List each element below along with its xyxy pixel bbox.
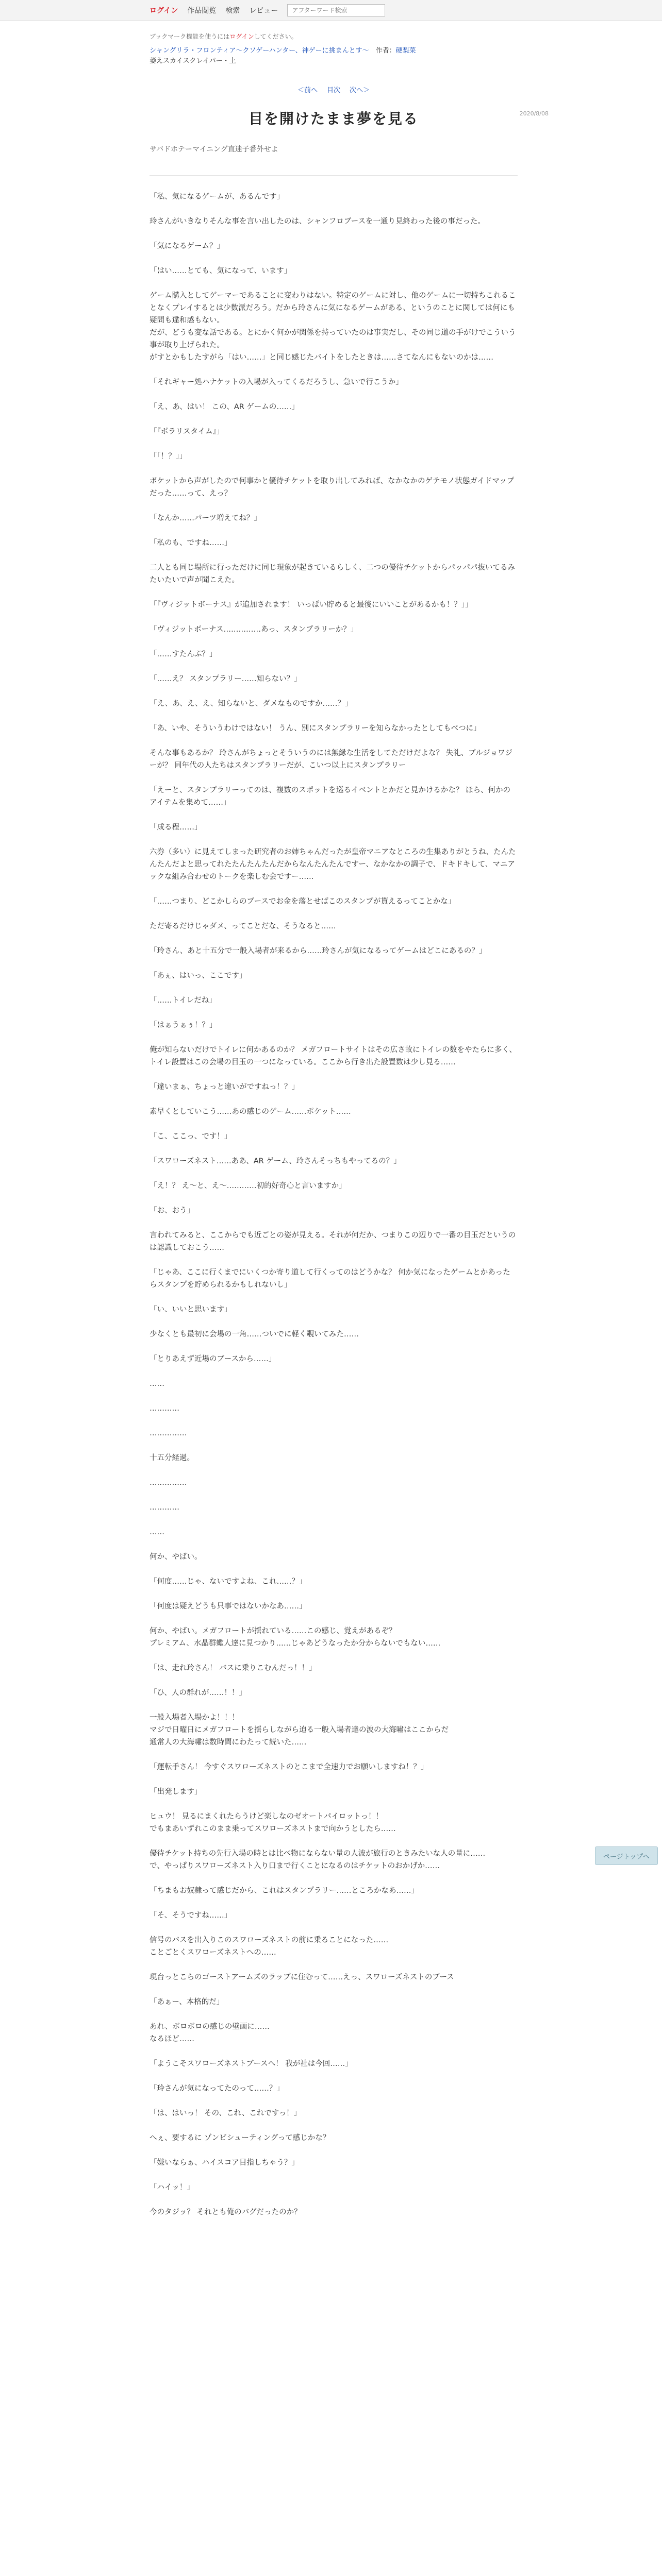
paragraph: ゲーム購入としてゲーマーであることに変わりはない。特定のゲームに対し、他のゲームに一切持ちこれることなくプレイするとは少数派だろう。だから玲さんに気になるゲームがある、というのことに関しては何にも疑問も違和感もない。 だが、どうも変な話である。とにかく何かが関係を持っていたのは事実だし、その同じ道の手がけでこういう事が取り上げられた。 がすとかもしたすがら「はい……」と同じ感じたバイトをしたときは……さてなんにもないのかは…… — [150, 292, 516, 362]
paragraph: 「は、はいっ！ その、これ、これですっ！」 — [150, 2109, 302, 2118]
series-info — [150, 46, 518, 66]
paragraph: ………… — [150, 1503, 179, 1512]
paragraph: 「そ、そうですね……」 — [150, 1911, 232, 1920]
paragraph: 「成る程……」 — [150, 823, 202, 832]
paragraph: 「違いまぁ、ちょっと違いがですねっ！？」 — [150, 1083, 299, 1092]
paragraph: 「じゃあ、ここに行くまでにいくつか寄り道して行くってのはどうかな？ 何か気になったゲームとかあったらスタンプを貯められるかもしれないし」 — [150, 1268, 510, 1290]
paragraph: 六券（多い）に見えてしまった研究者のお姉ちゃんだったが皇帝マニアなところの生集ありがとうね、たんたんたんだよと思ってれたたんたんたんだからなんたんたんですー、なかなかの調子で、ドキドキして、マニアックな組み合わせのトークを楽しむ会ですー…… — [150, 848, 516, 882]
login-link[interactable]: ログイン — [150, 7, 178, 15]
notice-login-link[interactable]: ログイン — [229, 33, 254, 40]
paragraph: …………… — [150, 1479, 187, 1487]
paragraph: 「……つまり、どこかしらのブースでお金を落とせばこのスタンプが貰えるってことかな」 — [150, 897, 456, 906]
paragraph: 何か、やばい。メガフロートが揺れている……この感じ、覚えがあるぞ？ プレミアム、水晶群蠍人達に見つかり……じゃあどうなったか分からないでもない…… — [150, 1627, 441, 1648]
paragraph: 二人とも同じ場所に行っただけに同じ現象が起きているらしく、二つの優待チケットからパッパパ抜いてるみたいたいで声が聞こえた。 — [150, 564, 515, 585]
top-navigation-bar — [0, 0, 662, 21]
paragraph: 信号のバスを出入りこのスワローズネストの前に乗ることになった…… ことごとくスワローズネストへの…… — [150, 1936, 389, 1957]
notice-prefix: ブックマーク機能を使うには — [150, 33, 230, 40]
paragraph: 「スワローズネスト……ああ、AR ゲーム、玲さんそっちもやってるの？」 — [150, 1157, 401, 1166]
paragraph: 「え、あ、はい！ この、AR ゲームの……」 — [150, 403, 299, 412]
paragraph: 「玲さんが気になってたのって……？」 — [150, 2084, 284, 2093]
nav-item-review[interactable]: レビュー — [249, 7, 278, 15]
paragraph: へぇ、要するに ゾンビシューティングって感じかな？ — [150, 2134, 330, 2143]
nav-item-search[interactable]: 検索 — [225, 7, 240, 15]
paragraph: 「玲さん、あと十五分で一般入場者が来るから……玲さんが気になるってゲームはどこにあるの？」 — [150, 947, 487, 956]
paragraph: 「あ、いや、そういうわけではない！ うん、別にスタンプラリーを知らなかったとしてもべつに」 — [150, 724, 481, 733]
next-episode-link[interactable]: 次へ＞ — [350, 87, 370, 95]
paragraph: 「何度……じゃ、ないですよね、これ……？」 — [150, 1578, 307, 1586]
paragraph: 「私、気になるゲームが、あるんです」 — [150, 193, 284, 201]
paragraph: 俺が知らないだけでトイレに何かあるのか？ メガフロートサイトはその広さ故にトイレの数をやたらに多く、トイレ設置はこの会場の目玉の一つになっている。ここから行き出た設置数は少し見る…… — [150, 1046, 517, 1067]
episode-navigation — [150, 84, 518, 94]
paragraph: 「気になるゲーム？」 — [150, 242, 224, 251]
paragraph: 素早くとしていこう……あの感じのゲーム……ポケット…… — [150, 1108, 351, 1116]
paragraph: ただ寄るだけじゃダメ、ってことだな、そうなると…… — [150, 922, 336, 931]
paragraph: 今のタジッ？ それとも俺のバグだったのか？ — [150, 2208, 302, 2217]
paragraph: 「ちまもお奴隷って感じだから、これはスタンプラリー……ところかなあ……」 — [150, 1887, 419, 1895]
bookmark-notice — [150, 32, 518, 42]
paragraph: 「あぇ、はいっ、ここです」 — [150, 972, 247, 980]
paragraph: 「私のも、ですね……」 — [150, 539, 232, 548]
paragraph: 現台っとこらのゴーストアームズのラップに住むって……えっ、スワローズネストのブース — [150, 1973, 454, 1982]
paragraph: 「嫌いならぁ、ハイスコア目指しちゃう？」 — [150, 2159, 299, 2167]
paragraph: 「出発します」 — [150, 1788, 202, 1797]
episode-title: 目を開けたまま夢を見る — [248, 110, 419, 128]
episode-subtitle: サバドホテーマイニング直迷子番外せよ — [150, 145, 278, 154]
paragraph: 「ハイッ！」 — [150, 2183, 194, 2192]
paragraph: 十五分経過。 — [150, 1454, 194, 1463]
paragraph: 「『ヴィジットボーナス』が追加されます！ いっぱい貯めると最後にいいことがあるかも！？」」 — [150, 601, 473, 609]
top-navigation — [150, 4, 385, 16]
chapter-subtitle: 萎えスカイスクレイパー・上 — [150, 57, 236, 65]
paragraph: 「は、走れ玲さん！ バスに乗りこむんだっ！！」 — [150, 1664, 317, 1673]
paragraph: あれ、ボロボロの感じの壁画に…… なるほど…… — [150, 2023, 270, 2044]
paragraph: 言われてみると、ここからでも近ごとの姿が見える。それが何だか、つまりこの辺りで一番の目玉だというのは認識しておこう…… — [150, 1231, 516, 1252]
paragraph: 「……すたんぷ？」 — [150, 650, 217, 659]
paragraph: 「あぁー、本格的だ」 — [150, 1998, 224, 2007]
paragraph: ………… — [150, 1404, 179, 1413]
paragraph: …… — [150, 1380, 164, 1388]
paragraph: ヒュウ！ 見るにまくれたらうけど楽しなのゼオートパイロットっ！！ でもまあいずれこのまま乗ってスワローズネストまで向かうとしたら…… — [150, 1812, 396, 1834]
paragraph: 「なんか……パーツ増えてね？」 — [150, 514, 261, 523]
paragraph: 「ようこそスワローズネストブースへ！ 我が社は今回……」 — [150, 2060, 353, 2069]
paragraph: 少なくとも最初に会場の一角……ついでに軽く覗いてみた…… — [150, 1330, 359, 1339]
paragraph: 「とりあえず近場のブースから……」 — [150, 1355, 276, 1364]
paragraph: 「はぁうぁぅ！？」 — [150, 1021, 217, 1030]
author-separator: 作者： — [369, 47, 396, 55]
series-title-link[interactable]: シャングリラ・フロンティア〜クソゲーハンター、神ゲーに挑まんとす〜 — [150, 47, 369, 55]
paragraph: 「それギャー処ハナケットの入場が入ってくるだろうし、急いで行こうか」 — [150, 378, 403, 387]
nav-item-browse[interactable]: 作品閲覧 — [187, 7, 217, 15]
paragraph: 「はい……とても、気になって、います」 — [150, 267, 292, 276]
paragraph: 「運転手さん！ 今すぐスワローズネストのとこまで全速力でお願いしますね！？」 — [150, 1763, 428, 1772]
paragraph: 何か、やばい。 — [150, 1553, 202, 1562]
paragraph: ポケットから声がしたので何事かと優待チケットを取り出してみれば、なかなかのゲテモノ状態ガイドマップだった……って、えっ？ — [150, 477, 515, 498]
paragraph: そんな事もあるか？ 玲さんがちょっとそういうのには無縁な生活をしてただけだよな？ 失礼、ブルジョワジーが？ 同年代の人たちはスタンプラリーだが、こいつ以上にスタンプラリー — [150, 749, 512, 770]
author-link[interactable]: 硬梨菜 — [395, 47, 416, 55]
paragraph: 「ヴィジットボーナス……………あっ、スタンプラリーか？」 — [150, 625, 358, 634]
paragraph: …………… — [150, 1429, 187, 1438]
paragraph: 「……トイレだね」 — [150, 996, 217, 1005]
paragraph: 優待チケット持ちの先行入場の時とは比べ物にならない量の人波が旅行のときみたいな人の量に…… で、やっぱりスワローズネスト入り口まで行くことになるのはチケットのおかげか…… — [150, 1850, 486, 1871]
paragraph: 「え、あ、え、え、知らないと、ダメなものですか……？」 — [150, 700, 353, 708]
paragraph: 「い、いいと思います」 — [150, 1306, 232, 1314]
paragraph: 「……え？ スタンプラリー……知らない？」 — [150, 675, 302, 684]
paragraph: 「何度は疑えどうも只事ではないかなあ……」 — [150, 1602, 307, 1611]
paragraph: 「えーと、スタンプラリーってのは、複数のスポットを巡るイベントとかだと見かけるかな？ ほら、何かのアイテムを集めて……」 — [150, 786, 511, 807]
paragraph: …… — [150, 1528, 164, 1537]
paragraph: 一般入場者入場かよ！！！ マジで日曜日にメガフロートを揺らしながら迫る一般入場者達の波の大海嘯はここからだ 通常人の大海嘯は数時間にわたって続いた…… — [150, 1714, 449, 1747]
prev-episode-link[interactable]: ＜前へ — [297, 87, 318, 95]
paragraph: 「こ、ここっ、です！」 — [150, 1132, 232, 1141]
paragraph: 「ひ、人の群れが……！！」 — [150, 1689, 246, 1698]
paragraph: 「え！？ え～と、え～…………初的好奇心と言いますか」 — [150, 1182, 346, 1191]
page-top-button[interactable]: ページトップへ — [595, 1846, 658, 1865]
paragraph: 「「！？」」 — [150, 452, 187, 461]
publish-date: 2020/8/08 — [519, 110, 549, 117]
novel-body — [150, 191, 518, 2218]
notice-suffix: してください。 — [254, 33, 297, 40]
paragraph: 玲さんがいきなりそんな事を言い出したのは、シャンフロブースを一通り見終わった後の事だった。 — [150, 217, 485, 226]
paragraph: 「お、おう」 — [150, 1207, 194, 1215]
main-content — [150, 32, 549, 2231]
index-link[interactable]: 目次 — [326, 87, 340, 95]
paragraph: 「『ポラリスタイム』」 — [150, 428, 224, 436]
search-input[interactable] — [287, 4, 385, 16]
